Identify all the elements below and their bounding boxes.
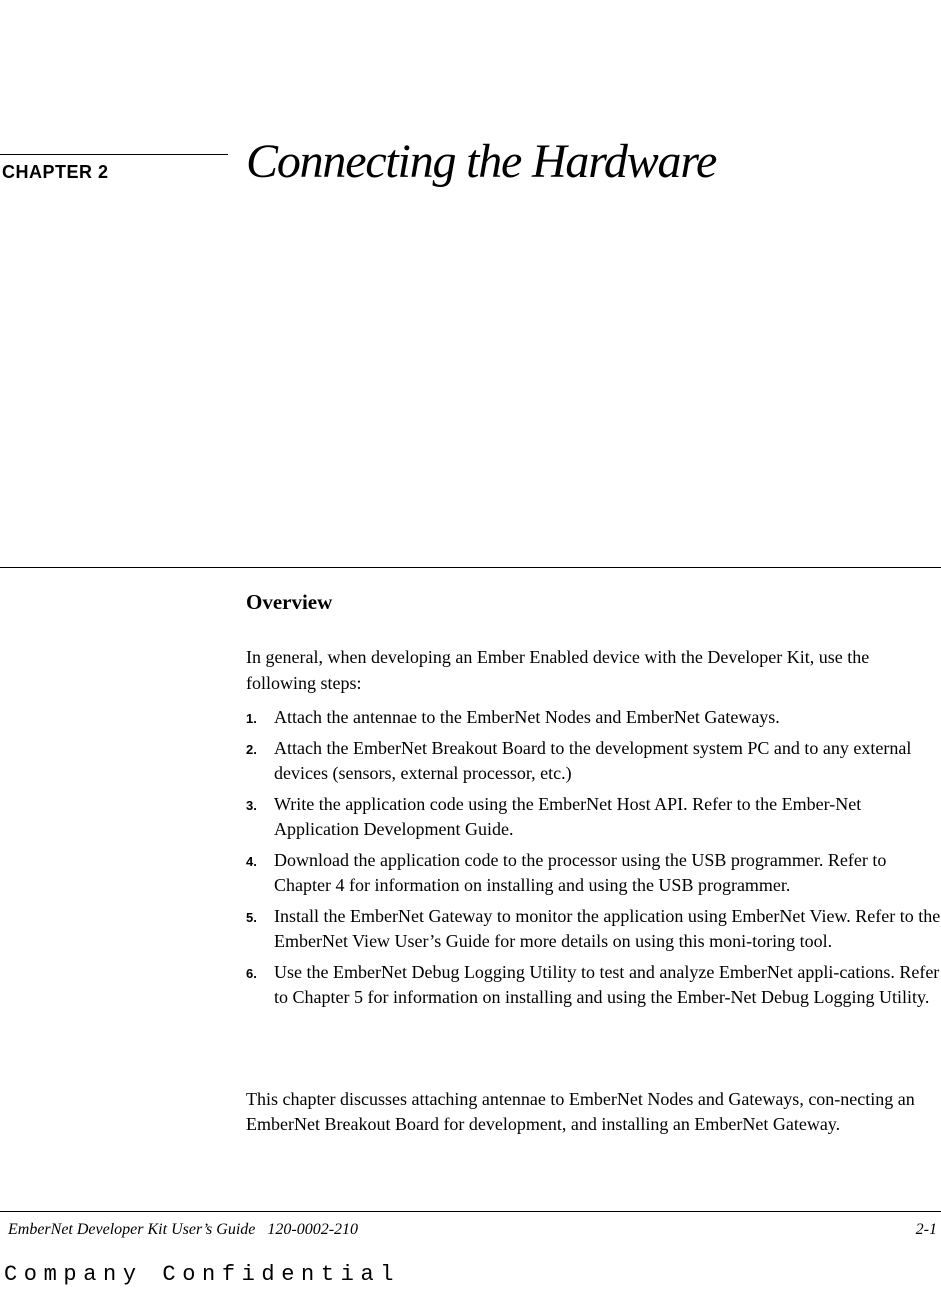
footer-guide-title: EmberNet Developer Kit User’s Guide 120-0002-210 [8,1221,359,1238]
list-item [246,904,941,955]
step-number: 5. [246,909,257,925]
list-item [246,848,941,899]
confidential-notice: Company Confidential [4,1262,401,1287]
step-number: 6. [246,965,257,981]
list-item [246,792,941,843]
list-item [246,705,941,731]
step-number: 4. [246,853,257,869]
step-text: Download the application code to the processor using the USB programmer. Refer to Chapter 4 for information on installing and using the USB programmer. [274,849,887,895]
chapter-title: Connecting the Hardware [246,135,717,188]
step-text: Attach the antennae to the EmberNet Nodes and EmberNet Gateways. [274,707,780,727]
intro-paragraph: In general, when developing an Ember Enabled device with the Developer Kit, use the following steps: [246,647,870,693]
step-number: 2. [246,741,257,757]
list-item [246,736,941,787]
chapter-label: CHAPTER 2 [2,162,109,182]
list-item [246,960,941,1011]
section-heading-overview: Overview [246,590,333,614]
step-text: Install the EmberNet Gateway to monitor the application using EmberNet View. Refer to the EmberNet View User’s Guide for more details on using this moni-toring tool. [274,905,941,951]
step-text: Attach the EmberNet Breakout Board to the development system PC and to any external devices (sensors, external processor, etc.) [274,737,912,783]
steps-list [246,705,941,1016]
chapter-rule [0,154,228,155]
footer-page-number: 2-1 [915,1221,937,1238]
step-text: Write the application code using the EmberNet Host API. Refer to the Ember-Net Application Development Guide. [274,793,862,839]
section-rule [0,567,941,568]
footer-rule [0,1211,941,1212]
summary-paragraph: This chapter discusses attaching antennae to EmberNet Nodes and Gateways, con-necting an EmberNet Breakout Board for development, and installing an EmberNet Gateway. [246,1089,915,1134]
step-number: 3. [246,797,257,813]
step-text: Use the EmberNet Debug Logging Utility to test and analyze EmberNet appli-cations. Refer to Chapter 5 for information on installing and using the Ember-Net Debug Logging Utility. [274,961,940,1007]
step-number: 1. [246,711,257,726]
